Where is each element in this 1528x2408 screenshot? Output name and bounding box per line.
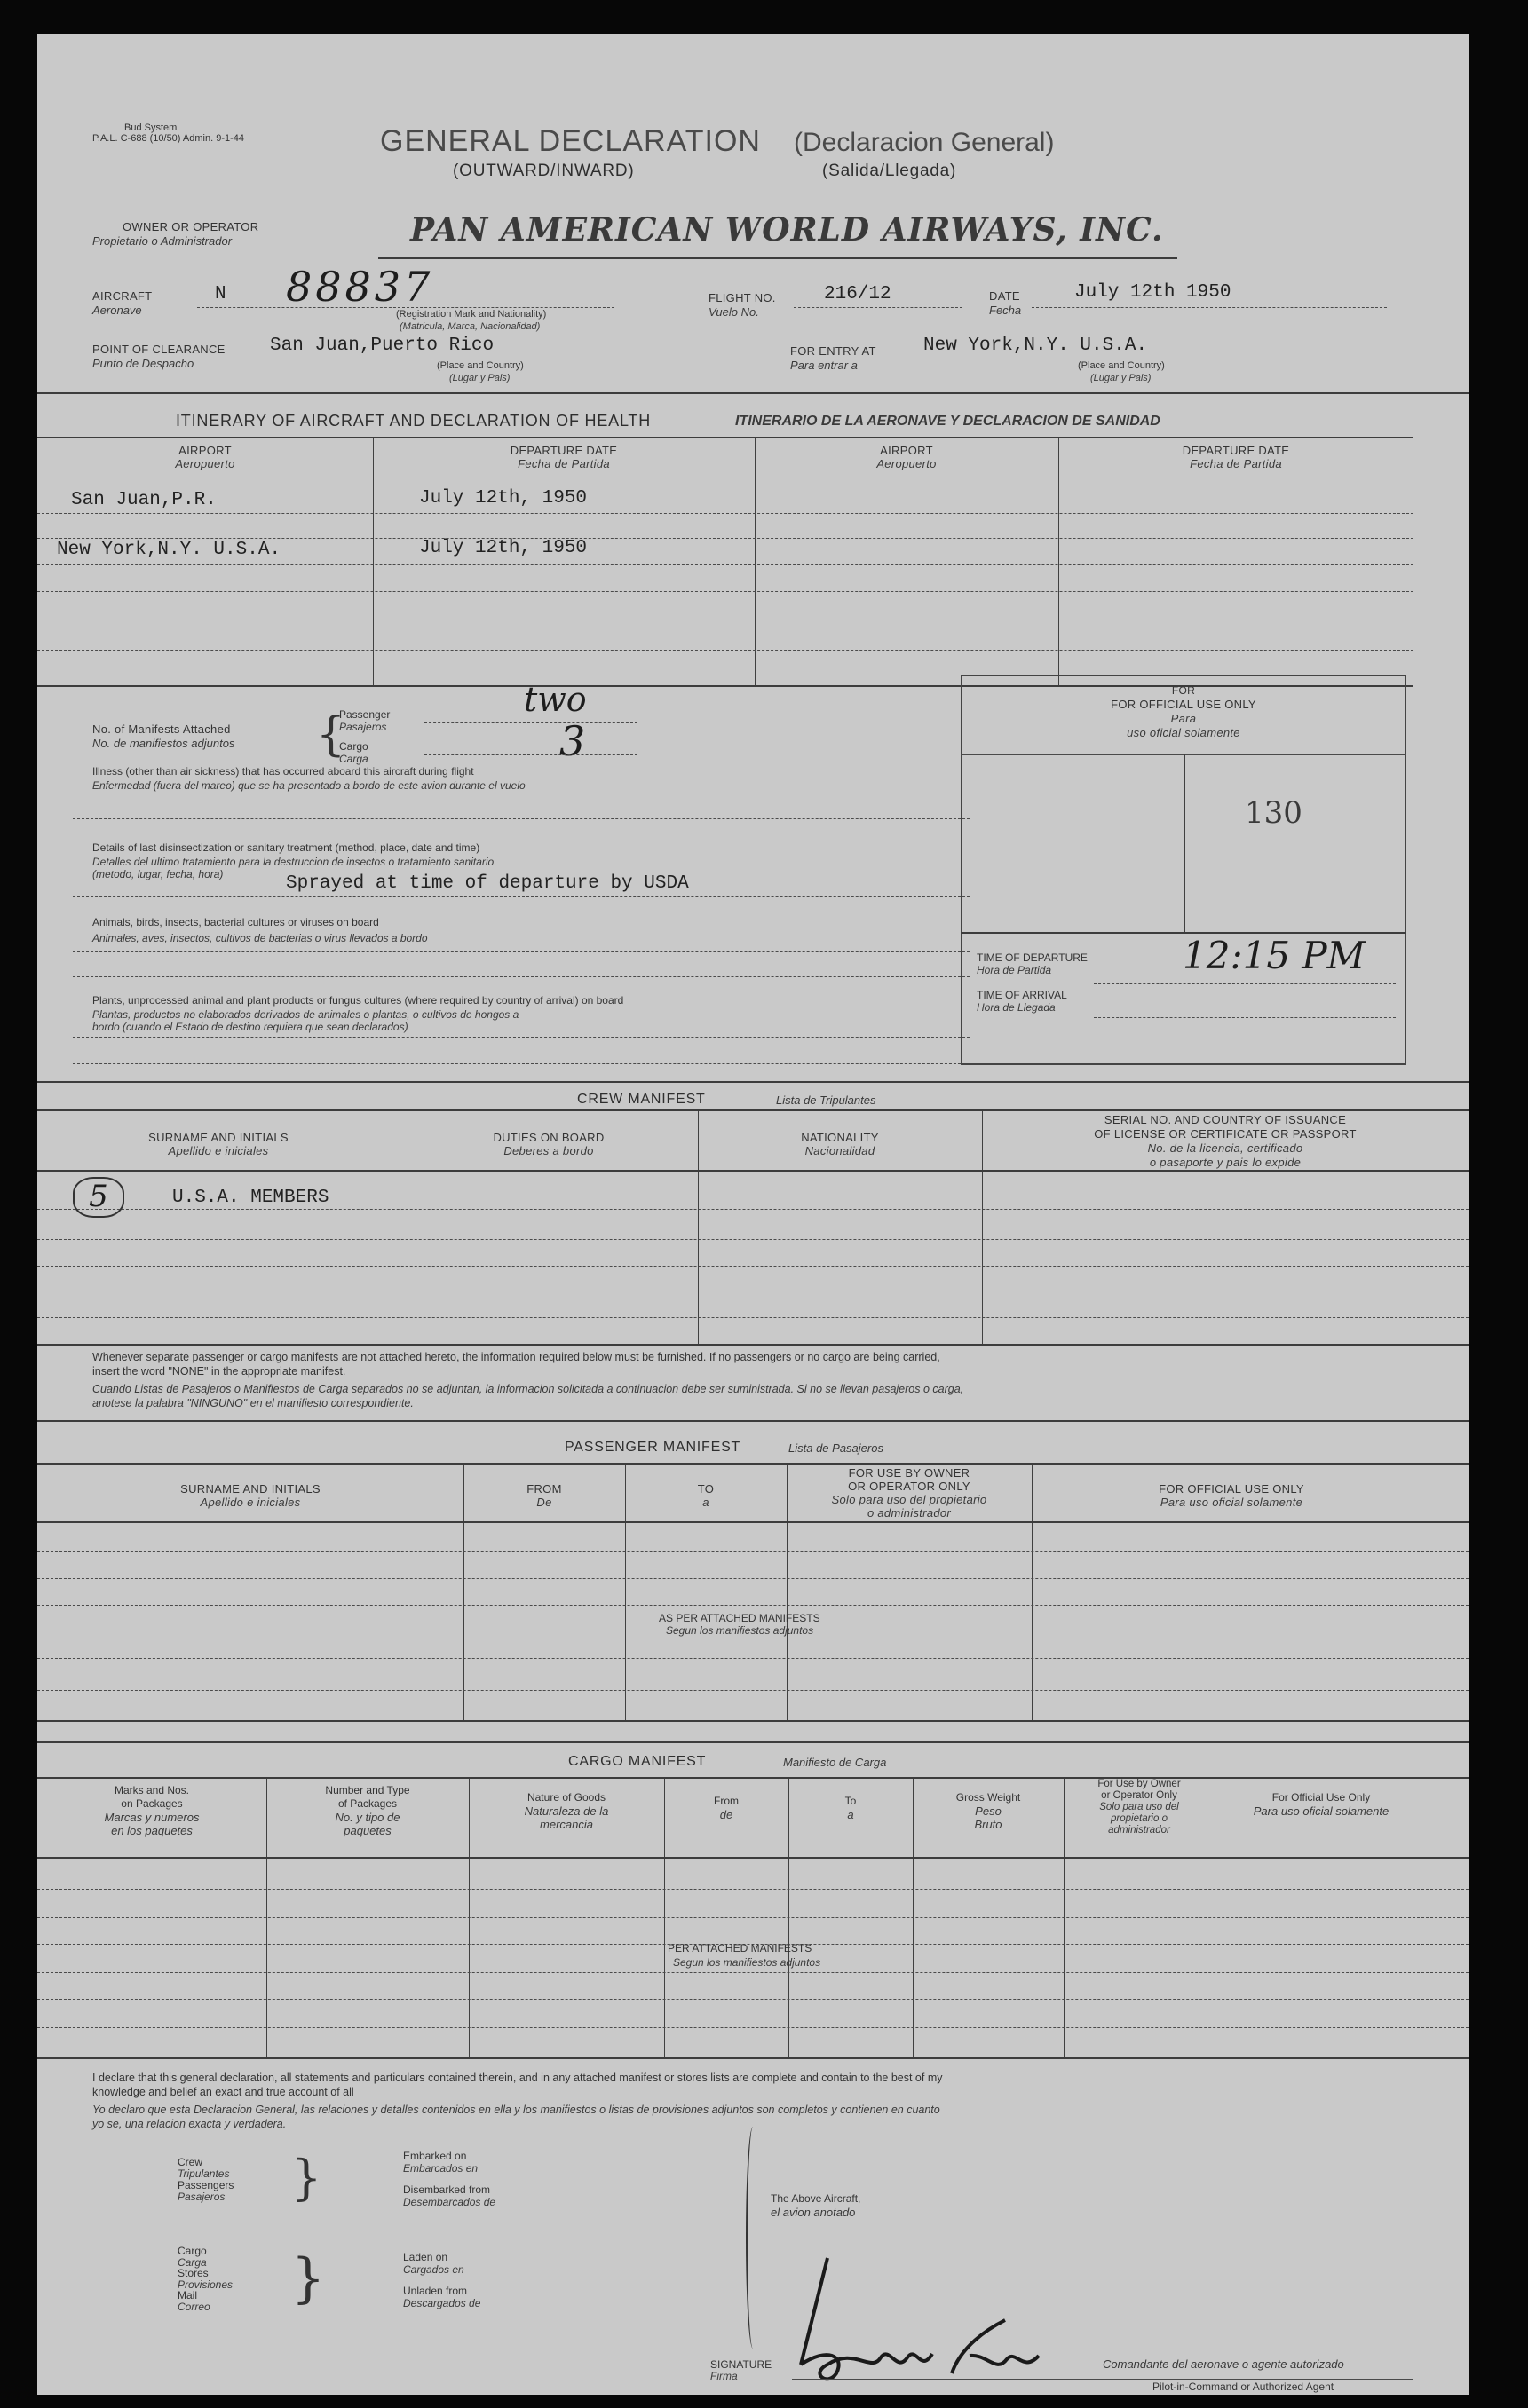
form-code bbox=[92, 122, 244, 144]
bottom-unladen: Unladen from bbox=[403, 2285, 468, 2297]
flight-label: FLIGHT NO. bbox=[709, 291, 776, 304]
commander-en: Pilot-in-Command or Authorized Agent bbox=[1152, 2380, 1334, 2393]
itinerary-header-rule bbox=[37, 437, 1413, 438]
date-line bbox=[1032, 307, 1387, 308]
cargo-c2-es-2: paquetes bbox=[344, 1824, 392, 1837]
cargo-c7-es-1: Solo para uso del bbox=[1099, 1802, 1179, 1812]
cargo-col7 bbox=[1064, 1779, 1215, 1836]
signature-label-es: Firma bbox=[710, 2370, 738, 2382]
bottom-brace-1: } bbox=[291, 2150, 322, 2206]
cargo-col5 bbox=[788, 1795, 913, 1821]
cargo-c1-2: on Packages bbox=[121, 1797, 183, 1810]
declaration-en-2: knowledge and belief an exact and true account of all bbox=[92, 2086, 354, 2098]
itinerary-top-rule bbox=[37, 392, 1469, 394]
notice-es-2: anotese la palabra "NINGUNO" en el manifiesto correspondiente. bbox=[92, 1397, 414, 1409]
crew-col4-label-1: SERIAL NO. AND COUNTRY OF ISSUANCE bbox=[1104, 1113, 1347, 1126]
bottom-crew-pass bbox=[178, 2157, 234, 2203]
passenger-col1 bbox=[37, 1482, 463, 1509]
passenger-col5-label-es: Para uso oficial solamente bbox=[1160, 1496, 1303, 1509]
bottom-cargo-list bbox=[178, 2246, 233, 2312]
itinerary-row-line bbox=[37, 591, 1413, 592]
itinerary-col-departure bbox=[373, 444, 755, 470]
cargo-c3-es-2: mercancia bbox=[540, 1818, 593, 1831]
crew-col4-label-es-2: o pasaporte y pais lo expide bbox=[1149, 1156, 1302, 1169]
crew-col3-label: NATIONALITY bbox=[801, 1131, 879, 1144]
official-label: FOR OFFICIAL USE ONLY bbox=[1111, 698, 1256, 711]
plants-label: Plants, unprocessed animal and plant products or fungus cultures (where required by country of arrival) on board bbox=[92, 994, 624, 1007]
cargo-attached-es: Segun los manifiestos adjuntos bbox=[673, 1956, 821, 1969]
bottom-laden bbox=[403, 2251, 480, 2309]
cargo-c4-es: de bbox=[719, 1808, 733, 1821]
passenger-col4-label-es-2: o administrador bbox=[867, 1506, 952, 1520]
passenger-title-es: Lista de Pasajeros bbox=[788, 1441, 883, 1455]
date-label: DATE bbox=[989, 289, 1020, 303]
cargo-c4: From bbox=[714, 1795, 739, 1807]
passenger-col2 bbox=[463, 1482, 625, 1509]
bottom-crew: Crew bbox=[178, 2156, 203, 2168]
departure-label: TIME OF DEPARTURE bbox=[977, 951, 1088, 964]
bottom-stores-es: Provisiones bbox=[178, 2278, 234, 2291]
bottom-embark bbox=[403, 2150, 495, 2208]
bottom-pass-es: Pasajeros bbox=[178, 2191, 226, 2203]
cargo-c5-es: a bbox=[847, 1808, 854, 1821]
commander-es: Comandante del aeronave o agente autorizado bbox=[1103, 2357, 1344, 2371]
owner-line bbox=[378, 257, 1177, 259]
passenger-row-line bbox=[37, 1578, 1469, 1579]
itinerary-col-airport-2 bbox=[755, 444, 1058, 470]
bottom-stores: Stores bbox=[178, 2267, 209, 2279]
cargo-row-line bbox=[37, 1917, 1469, 1918]
cargo-row-line bbox=[37, 2027, 1469, 2028]
owner-value: PAN AMERICAN WORLD AIRWAYS, INC. bbox=[410, 211, 1164, 249]
passenger-col4-label-1: FOR USE BY OWNER bbox=[848, 1466, 970, 1480]
form-code-1: Bud System bbox=[124, 122, 178, 133]
cargo-c8-es: Para uso oficial solamente bbox=[1253, 1804, 1389, 1818]
passenger-col5-label: FOR OFFICIAL USE ONLY bbox=[1159, 1482, 1304, 1496]
declaration-es-1: Yo declaro que esta Declaracion General, las relaciones y detalles contenidos en ella y los manifiestos o listas de provisiones adjuntos son completos y contienen en cuanto bbox=[92, 2104, 940, 2116]
passenger-top-rule bbox=[37, 1420, 1469, 1422]
entry-label-es: Para entrar a bbox=[790, 359, 858, 372]
bottom-above-label: The Above Aircraft, bbox=[771, 2192, 861, 2205]
itinerary-date: July 12th, 1950 bbox=[419, 538, 588, 558]
crew-header-bottom bbox=[37, 1170, 1469, 1172]
manifest-cargo bbox=[339, 740, 368, 765]
manifest-cargo-count: 3 bbox=[559, 717, 586, 765]
animals-label: Animals, birds, insects, bacterial cultures or viruses on board bbox=[92, 916, 379, 928]
arrival-label-es: Hora de Llegada bbox=[977, 1001, 1056, 1014]
cargo-c1-1: Marks and Nos. bbox=[114, 1784, 190, 1796]
entry-label: FOR ENTRY AT bbox=[790, 344, 876, 358]
notice-en-1: Whenever separate passenger or cargo manifests are not attached hereto, the information required below must be furnished. If no passengers or no cargo are being carried, bbox=[92, 1351, 940, 1363]
aircraft-label: AIRCRAFT bbox=[92, 289, 153, 303]
passenger-row-line bbox=[37, 1551, 1469, 1552]
manifest-passenger-count: two bbox=[524, 680, 587, 719]
departure-label-es: Hora de Partida bbox=[977, 964, 1052, 976]
crew-col3 bbox=[698, 1131, 982, 1157]
bottom-mail-es: Correo bbox=[178, 2300, 210, 2313]
passenger-col4-label-2: OR OPERATOR ONLY bbox=[848, 1480, 970, 1493]
passenger-bottom-rule bbox=[37, 1720, 1469, 1722]
clearance-label-es: Punto de Despacho bbox=[92, 357, 194, 370]
col-airport-label: AIRPORT bbox=[178, 444, 232, 457]
bottom-above bbox=[771, 2192, 860, 2219]
health-line bbox=[73, 976, 970, 977]
col-airport-label-es-2: Aeropuerto bbox=[876, 457, 937, 470]
crew-top-rule bbox=[37, 1081, 1469, 1083]
crew-col1 bbox=[37, 1131, 400, 1157]
bottom-laden-es: Cargados en bbox=[403, 2263, 464, 2276]
form-subtitle-es: (Salida/Llegada) bbox=[822, 162, 957, 180]
signature-label-en: SIGNATURE bbox=[710, 2358, 772, 2371]
cargo-c3-1: Nature of Goods bbox=[526, 1791, 606, 1804]
bottom-cargo-es: Carga bbox=[178, 2255, 207, 2269]
itinerary-row-line bbox=[37, 564, 1413, 565]
passenger-col4 bbox=[787, 1466, 1032, 1520]
cargo-c7-1: For Use by Owner bbox=[1097, 1779, 1181, 1789]
plants-label-es-1: Plantas, productos no elaborados derivados de animales o plantas, o cultivos de hongos a bbox=[92, 1008, 519, 1021]
crew-title-es: Lista de Tripulantes bbox=[776, 1093, 876, 1107]
crew-col1-label: SURNAME AND INITIALS bbox=[148, 1131, 289, 1144]
col-airport-label-2: AIRPORT bbox=[880, 444, 933, 457]
cargo-c1-es-2: en los paquetes bbox=[111, 1824, 193, 1837]
manifest-passenger-label-es: Pasajeros bbox=[339, 721, 387, 733]
form-title-es: (Declaracion General) bbox=[794, 128, 1055, 157]
disinsect-value: Sprayed at time of departure by USDA bbox=[286, 873, 689, 894]
itinerary-row-line bbox=[37, 650, 1413, 651]
illness-label-es: Enfermedad (fuera del mareo) que se ha presentado a bordo de este avion durante el vuelo bbox=[92, 779, 526, 792]
crew-header-rule bbox=[37, 1109, 1469, 1111]
col-departure-label-es: Fecha de Partida bbox=[518, 457, 610, 470]
entry-value: New York,N.Y. U.S.A. bbox=[923, 336, 1148, 356]
cargo-col1 bbox=[37, 1784, 266, 1837]
aircraft-sub: (Registration Mark and Nationality) bbox=[396, 309, 547, 320]
health-line bbox=[73, 818, 970, 819]
cargo-c7-2: or Operator Only bbox=[1101, 1790, 1177, 1801]
cargo-attached: PER ATTACHED MANIFESTS bbox=[668, 1942, 812, 1954]
crew-bottom-rule bbox=[37, 1344, 1469, 1346]
passenger-col3-label-es: a bbox=[702, 1496, 709, 1509]
bottom-pass: Passengers bbox=[178, 2179, 234, 2191]
aircraft-sub-es: (Matricula, Marca, Nacionalidad) bbox=[400, 321, 541, 332]
official-line bbox=[1094, 983, 1396, 984]
official-label-es-2: uso oficial solamente bbox=[1127, 726, 1240, 739]
manifest-cargo-label: Cargo bbox=[339, 740, 368, 753]
cargo-c2-1: Number and Type bbox=[325, 1784, 410, 1796]
cargo-header-rule bbox=[37, 1777, 1469, 1779]
signature-label bbox=[710, 2359, 772, 2382]
cargo-c7-es-3: administrador bbox=[1108, 1825, 1170, 1836]
crew-count bbox=[73, 1177, 124, 1218]
bottom-brace-2: } bbox=[291, 2247, 326, 2309]
bottom-laden-label: Laden on bbox=[403, 2251, 448, 2263]
official-for: FOR bbox=[1171, 684, 1196, 697]
plants-label-es-2: bordo (cuando el Estado de destino requiera que sean declarados) bbox=[92, 1021, 408, 1033]
departure-value: 12:15 PM bbox=[1183, 934, 1366, 977]
manifest-passenger-label: Passenger bbox=[339, 708, 391, 721]
crew-row-line bbox=[37, 1266, 1469, 1267]
cargo-title: CARGO MANIFEST bbox=[568, 1754, 707, 1769]
official-line bbox=[1094, 1017, 1396, 1018]
manifests-brace: { bbox=[316, 708, 346, 762]
clearance-sub-es: (Lugar y Pais) bbox=[449, 373, 511, 383]
manifest-line bbox=[424, 722, 637, 723]
declaration-en-1: I declare that this general declaration, all statements and particulars contained therein, and in any attached manifest or stores lists are complete and contain to the best of my bbox=[92, 2072, 943, 2084]
cargo-col8 bbox=[1215, 1791, 1428, 1818]
owner-label-es: Propietario o Administrador bbox=[92, 234, 233, 248]
passenger-row-line bbox=[37, 1658, 1469, 1659]
passenger-header-rule bbox=[37, 1463, 1469, 1465]
form-code-2: P.A.L. C-688 (10/50) Admin. 9-1-44 bbox=[92, 133, 245, 144]
col-airport-label-es: Aeropuerto bbox=[175, 457, 235, 470]
notice-es-1: Cuando Listas de Pasajeros o Manifiestos de Carga separados no se adjuntan, la informacion solicitada a continuacion debe ser suministrada. Si no se llevan pasajeros o carga, bbox=[92, 1383, 964, 1395]
cargo-col2 bbox=[266, 1784, 469, 1837]
official-label-es-1: Para bbox=[1170, 712, 1197, 725]
owner-label: OWNER OR OPERATOR bbox=[123, 220, 259, 233]
cargo-col6 bbox=[913, 1791, 1064, 1831]
crew-entry: U.S.A. MEMBERS bbox=[172, 1188, 329, 1208]
cargo-c8: For Official Use Only bbox=[1271, 1791, 1371, 1804]
cargo-row-line bbox=[37, 1889, 1469, 1890]
passenger-row-line bbox=[37, 1605, 1469, 1606]
itinerary-date: July 12th, 1950 bbox=[419, 488, 588, 509]
cargo-bottom-rule bbox=[37, 2057, 1469, 2059]
cargo-c7-es-2: propietario o bbox=[1111, 1813, 1168, 1824]
crew-col2-label: DUTIES ON BOARD bbox=[493, 1131, 605, 1144]
declaration-form bbox=[37, 34, 1469, 2395]
crew-col2-label-es: Deberes a bordo bbox=[503, 1144, 594, 1157]
arrival-label: TIME OF ARRIVAL bbox=[977, 989, 1067, 1001]
health-line bbox=[73, 1063, 970, 1064]
health-line bbox=[73, 1037, 970, 1038]
disinsect-label: Details of last disinsectization or sanitary treatment (method, place, date and time) bbox=[92, 841, 480, 854]
passenger-col1-label-es: Apellido e iniciales bbox=[200, 1496, 301, 1509]
bottom-disembarked: Disembarked from bbox=[403, 2183, 491, 2196]
official-divider bbox=[1184, 754, 1185, 932]
bottom-big-brace bbox=[746, 2127, 760, 2349]
passenger-attached-es: Segun los manifiestos adjuntos bbox=[666, 1624, 814, 1637]
passenger-col2-label: FROM bbox=[526, 1482, 562, 1496]
official-number: 130 bbox=[1245, 795, 1302, 831]
crew-title: CREW MANIFEST bbox=[577, 1092, 706, 1107]
bottom-cargo: Cargo bbox=[178, 2245, 207, 2257]
itinerary-col-departure-2 bbox=[1058, 444, 1413, 470]
clearance-label: POINT OF CLEARANCE bbox=[92, 343, 226, 356]
bottom-above-es: el avion anotado bbox=[771, 2206, 856, 2219]
passenger-attached: AS PER ATTACHED MANIFESTS bbox=[659, 1612, 820, 1624]
entry-sub-es: (Lugar y Pais) bbox=[1090, 373, 1152, 383]
aircraft-prefix: N bbox=[215, 284, 226, 304]
bottom-embarked-es: Embarcados en bbox=[403, 2162, 479, 2175]
cargo-row-line bbox=[37, 1972, 1469, 1973]
cargo-c6-es-2: Bruto bbox=[974, 1818, 1002, 1831]
crew-row-line bbox=[37, 1209, 1469, 1210]
official-use-header bbox=[961, 683, 1406, 740]
official-line bbox=[961, 754, 1406, 755]
passenger-col3-label: TO bbox=[697, 1482, 715, 1496]
crew-col2 bbox=[400, 1131, 698, 1157]
cargo-col3 bbox=[469, 1791, 664, 1831]
cargo-top-rule bbox=[37, 1741, 1469, 1743]
flight-value: 216/12 bbox=[824, 284, 891, 304]
bottom-unladen-es: Descargados de bbox=[403, 2297, 481, 2309]
passenger-title: PASSENGER MANIFEST bbox=[565, 1440, 741, 1455]
animals-label-es: Animales, aves, insectos, cultivos de bacterias o virus llevados a bordo bbox=[92, 932, 428, 944]
crew-col4-label-2: OF LICENSE OR CERTIFICATE OR PASSPORT bbox=[1094, 1127, 1357, 1141]
passenger-col3 bbox=[625, 1482, 787, 1509]
illness-label: Illness (other than air sickness) that has occurred aboard this aircraft during flight bbox=[92, 765, 474, 778]
date-label-es: Fecha bbox=[989, 304, 1022, 317]
entry-sub: (Place and Country) bbox=[1078, 360, 1165, 371]
cargo-c6-es-1: Peso bbox=[975, 1804, 1002, 1818]
aircraft-line bbox=[197, 307, 614, 308]
cargo-header-bottom bbox=[37, 1857, 1469, 1859]
passenger-col5 bbox=[1032, 1482, 1431, 1509]
cargo-row-line bbox=[37, 1999, 1469, 2000]
bottom-crew-es: Tripulantes bbox=[178, 2167, 230, 2180]
itinerary-row-line bbox=[37, 538, 1413, 539]
clearance-value: San Juan,Puerto Rico bbox=[270, 336, 495, 356]
manifest-cargo-label-es: Carga bbox=[339, 753, 368, 765]
signature-line bbox=[792, 2379, 1413, 2380]
cargo-title-es: Manifiesto de Carga bbox=[783, 1756, 887, 1769]
flight-label-es: Vuelo No. bbox=[709, 305, 759, 319]
col-departure-label-2: DEPARTURE DATE bbox=[1182, 444, 1290, 457]
itinerary-airport: San Juan,P.R. bbox=[71, 490, 217, 510]
manifest-line bbox=[424, 754, 637, 755]
form-title: GENERAL DECLARATION bbox=[380, 124, 761, 158]
passenger-col2-label-es: De bbox=[536, 1496, 552, 1509]
passenger-row-line bbox=[37, 1690, 1469, 1691]
passenger-header-bottom bbox=[37, 1521, 1469, 1523]
crew-count-value: 5 bbox=[89, 1179, 108, 1214]
notice-en-2: insert the word "NONE" in the appropriate manifest. bbox=[92, 1365, 346, 1378]
disinsect-label-es-2: (metodo, lugar, fecha, hora) bbox=[92, 868, 224, 880]
form-subtitle: (OUTWARD/INWARD) bbox=[453, 162, 635, 180]
signature-scrawl bbox=[774, 2240, 1094, 2391]
cargo-c2-2: of Packages bbox=[337, 1797, 398, 1810]
manifests-label-es: No. de manifiestos adjuntos bbox=[92, 737, 235, 750]
flight-line bbox=[794, 307, 962, 308]
disinsect-label-es-1: Detalles del ultimo tratamiento para la destruccion de insectos o tratamiento sanitario bbox=[92, 856, 495, 868]
cargo-c5: To bbox=[844, 1795, 857, 1807]
col-departure-label: DEPARTURE DATE bbox=[510, 444, 618, 457]
crew-row-line bbox=[37, 1239, 1469, 1240]
itinerary-title: ITINERARY OF AIRCRAFT AND DECLARATION OF HEALTH bbox=[176, 412, 652, 430]
manifests-label: No. of Manifests Attached bbox=[92, 722, 231, 736]
itinerary-title-es: ITINERARIO DE LA AERONAVE Y DECLARACION DE SANIDAD bbox=[735, 414, 1160, 429]
passenger-col1-label: SURNAME AND INITIALS bbox=[180, 1482, 321, 1496]
cargo-col4 bbox=[664, 1795, 788, 1821]
passenger-col4-label-es-1: Solo para uso del propietario bbox=[831, 1493, 987, 1506]
crew-col3-label-es: Nacionalidad bbox=[804, 1144, 875, 1157]
crew-col4-label-es-1: No. de la licencia, certificado bbox=[1147, 1141, 1303, 1155]
itinerary-row-line bbox=[37, 513, 1413, 514]
bottom-disembarked-es: Desembarcados de bbox=[403, 2196, 496, 2208]
health-line bbox=[73, 951, 970, 952]
aircraft-label-es: Aeronave bbox=[92, 304, 142, 317]
health-line bbox=[73, 896, 970, 897]
manifest-passenger bbox=[339, 708, 390, 733]
cargo-c1-es-1: Marcas y numeros bbox=[104, 1811, 200, 1824]
aircraft-number: 88837 bbox=[286, 263, 434, 311]
cargo-c6: Gross Weight bbox=[955, 1791, 1021, 1804]
col-departure-label-es-2: Fecha de Partida bbox=[1190, 457, 1282, 470]
clearance-sub: (Place and Country) bbox=[437, 360, 524, 371]
itinerary-airport: New York,N.Y. U.S.A. bbox=[57, 540, 281, 560]
cargo-c2-es-1: No. y tipo de bbox=[335, 1811, 400, 1824]
bottom-embarked: Embarked on bbox=[403, 2150, 467, 2162]
bottom-mail: Mail bbox=[178, 2289, 198, 2301]
crew-col1-label-es: Apellido e iniciales bbox=[168, 1144, 269, 1157]
cargo-c3-es-1: Naturaleza de la bbox=[524, 1804, 609, 1818]
itinerary-col-airport bbox=[37, 444, 373, 470]
crew-col4 bbox=[982, 1113, 1469, 1170]
crew-row-line bbox=[37, 1317, 1469, 1318]
declaration-es-2: yo se, una relacion exacta y verdadera. bbox=[92, 2118, 287, 2130]
date-value: July 12th 1950 bbox=[1074, 282, 1231, 303]
